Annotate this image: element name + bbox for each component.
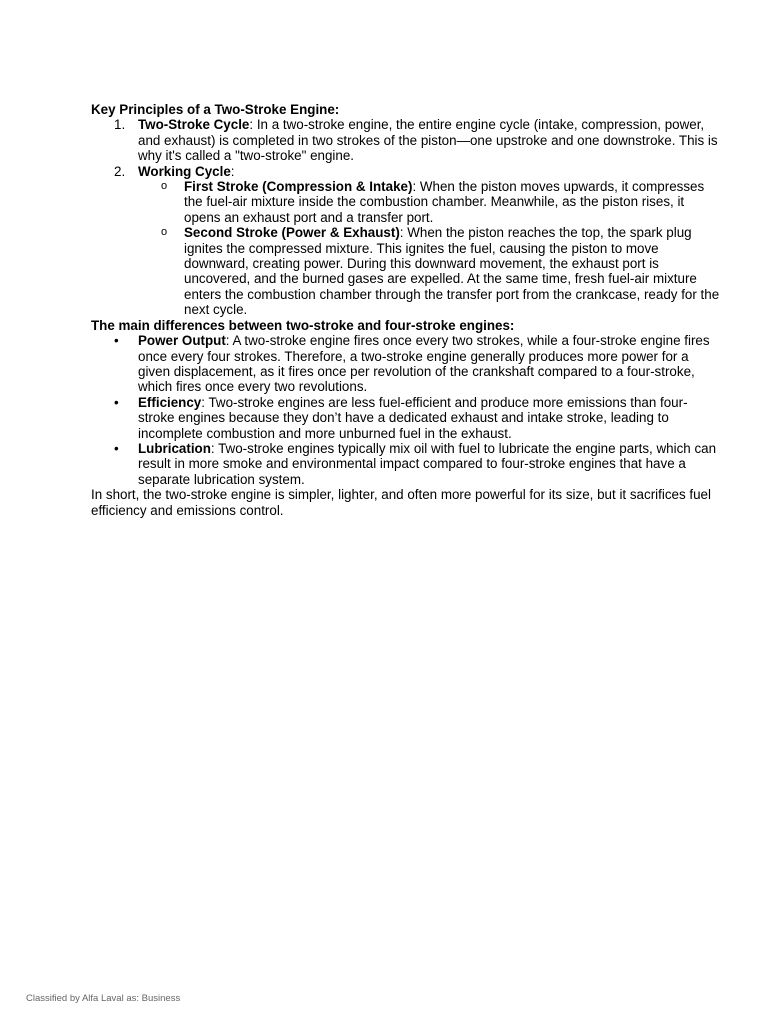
circle-bullet-icon: o [161,226,168,239]
circle-bullet-icon: o [161,180,168,193]
list-item [91,117,721,163]
list-number: 2. [114,163,126,179]
item-text: : [230,163,235,179]
list-item [91,395,721,441]
differences-list [91,333,721,487]
item-text: : In a two-stroke engine, the entire engine cycle (intake, compression, power, and exhaust) is completed in two strokes of the piston—one upstroke and one downstroke. This is why it's called a "two-stroke" engine. [138,117,718,164]
bullet-icon: • [114,440,119,456]
term-label: Power Output [138,333,226,349]
list-item [91,441,721,487]
term-label: Efficiency [138,394,202,410]
classification-footer: Classified by Alfa Laval as: Business [26,993,181,1004]
term-label: First Stroke (Compression & Intake) [184,179,413,195]
section-heading-differences: The main differences between two-stroke and four-stroke engines: [91,317,515,333]
sub-list-item [138,225,721,317]
section-heading-principles: Key Principles of a Two-Stroke Engine: [91,102,340,117]
item-text: : When the piston moves upwards, it compresses the fuel-air mixture inside the combustion chamber. Meanwhile, as the piston rises, it opens an exhaust port and a transfer port. [184,179,705,225]
list-item [91,164,721,318]
document-body [91,102,721,518]
list-number: 1. [114,117,126,133]
list-item [91,333,721,395]
item-text: : A two-stroke engine fires once every two strokes, while a four-stroke engine fires once every four strokes. Therefore, a two-stroke engine generally produces more power for a given displacement, as it fires once per revolution of the crankshaft compared to a four-stroke, which fires once every two revolutions. [138,333,710,395]
principles-list [91,117,721,317]
bullet-icon: • [114,333,119,349]
item-text: : Two-stroke engines typically mix oil with fuel to lubricate the engine parts, which can result in more smoke and environmental impact compared to four-stroke engines that have a separate lubrication system. [138,440,717,487]
summary-paragraph: In short, the two-stroke engine is simpler, lighter, and often more powerful for its size, but it sacrifices fuel efficiency and emissions control. [91,487,711,518]
bullet-icon: • [114,394,119,410]
term-label: Working Cycle [138,163,231,179]
term-label: Lubrication [138,440,211,456]
item-text: : Two-stroke engines are less fuel-efficient and produce more emissions than four-stroke engines because they don’t have a dedicated exhaust and intake stroke, leading to incomplete combustion and more unburned fuel in the exhaust. [138,394,688,441]
sub-list-item [138,179,721,225]
working-cycle-sublist [138,179,721,318]
item-text: : When the piston reaches the top, the spark plug ignites the compressed mixture. This ignites the fuel, causing the piston to move downward, creating power. During this downward movement, the exhaust port is uncovered, and the burned gases are expelled. At the same time, fresh fuel-air mixture enters the combustion chamber through the transfer port from the crankcase, ready for the next cycle. [184,225,720,318]
term-label: Second Stroke (Power & Exhaust) [184,225,400,241]
term-label: Two-Stroke Cycle [138,117,250,133]
